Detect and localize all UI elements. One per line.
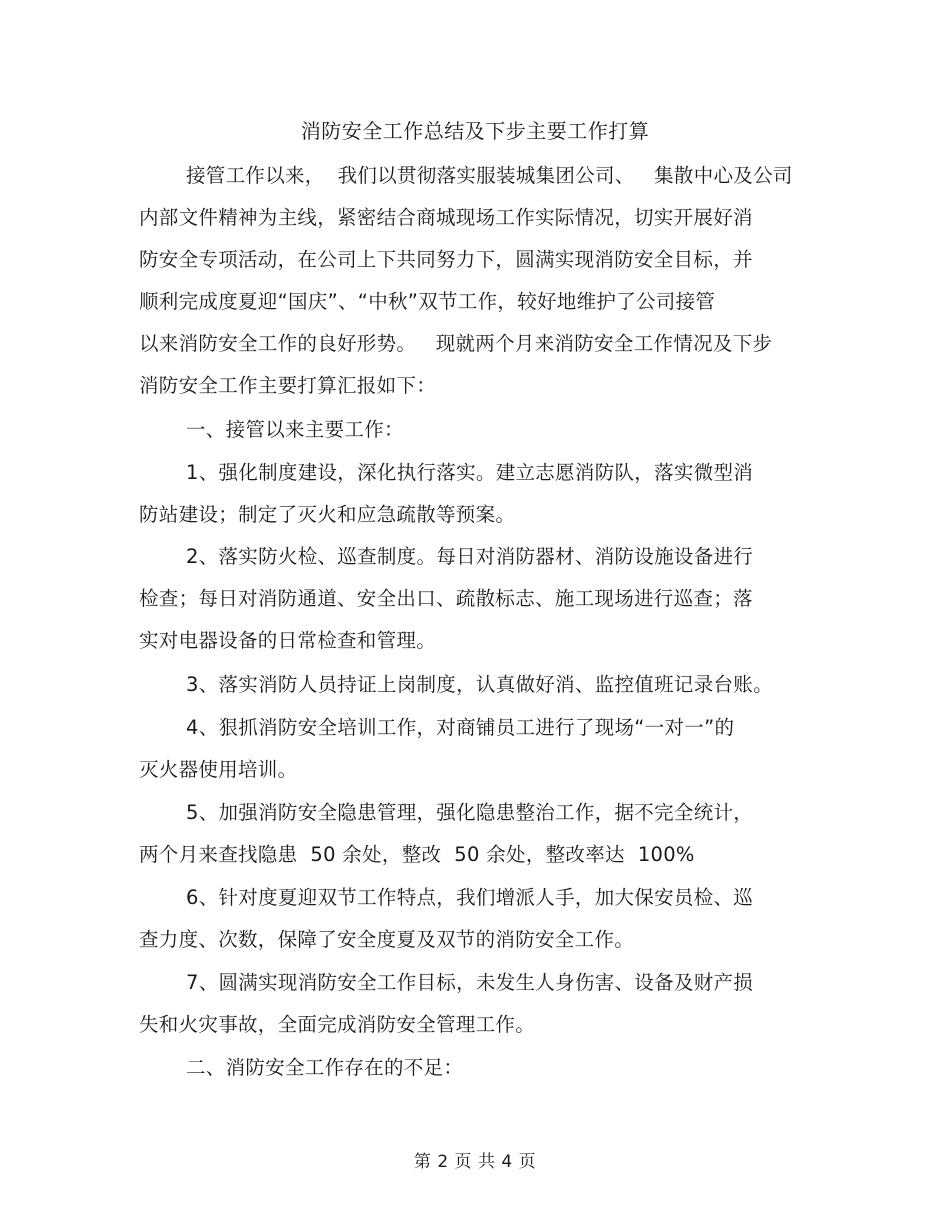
paragraph-line: 失和火灾事故，全面完成消防安全管理工作。: [139, 1013, 536, 1036]
paragraph-line: 灭火器使用培训。: [139, 758, 298, 781]
section-heading: 二、消防安全工作存在的不足：: [186, 1056, 464, 1079]
paragraph-line: 接管工作以来， 我们以贯彻落实服装城集团公司、 集散中心及公司: [186, 164, 793, 187]
paragraph-line: 顺利完成度夏迎“国庆”、“中秋”双节工作，较好地维护了公司接管: [139, 290, 716, 313]
paragraph-line: 查力度、次数，保障了安全度夏及双节的消防安全工作。: [139, 928, 635, 951]
section-heading: 一、接管以来主要工作：: [186, 418, 404, 441]
paragraph-line: 防站建设；制定了灭火和应急疏散等预案。: [139, 503, 516, 526]
paragraph-line: 以来消防安全工作的良好形势。 现就两个月来消防安全工作情况及下步: [139, 332, 773, 355]
page-number-footer: 第 2 页 共 4 页: [413, 1152, 537, 1172]
paragraph-line: 检查；每日对消防通道、安全出口、疏散标志、施工现场进行巡查；落: [139, 587, 753, 610]
paragraph-line: 5、加强消防安全隐患管理，强化隐患整治工作，据不完全统计，: [186, 801, 754, 824]
paragraph-line: 实对电器设备的日常检查和管理。: [139, 629, 437, 652]
paragraph-line: 防安全专项活动，在公司上下共同努力下，圆满实现消防安全目标，并: [139, 248, 753, 271]
paragraph-line: 1、强化制度建设，深化执行落实。建立志愿消防队，落实微型消: [186, 461, 754, 484]
paragraph-line: 3、落实消防人员持证上岗制度，认真做好消、监控值班记录台账。: [186, 673, 773, 696]
paragraph-line: 6、针对度夏迎双节工作特点，我们增派人手，加大保安员检、巡: [186, 886, 754, 909]
paragraph-line: 4、狠抓消防安全培训工作，对商铺员工进行了现场“一对一”的: [186, 716, 735, 739]
paragraph-line: 内部文件精神为主线，紧密结合商城现场工作实际情况，切实开展好消: [139, 206, 753, 229]
paragraph-line: 7、圆满实现消防安全工作目标，未发生人身伤害、设备及财产损: [186, 971, 754, 994]
document-title: 消防安全工作总结及下步主要工作打算: [300, 119, 650, 143]
paragraph-line: 消防安全工作主要打算汇报如下：: [139, 374, 437, 397]
paragraph-line: 两个月来查找隐患 50 余处，整改 50 余处，整改率达 100%: [139, 843, 695, 866]
paragraph-line: 2、落实防火检、巡查制度。每日对消防器材、消防设施设备进行: [186, 545, 754, 568]
